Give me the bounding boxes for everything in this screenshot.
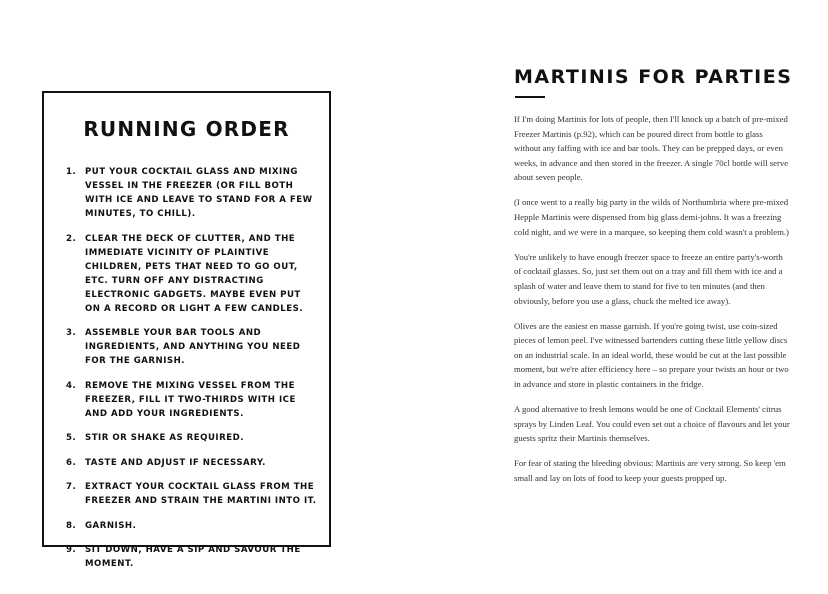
step-number: 2. <box>66 233 77 244</box>
step-number: 9. <box>66 545 77 555</box>
list-item <box>66 519 318 533</box>
step-number: 5. <box>66 433 77 443</box>
step-text: STIR OR SHAKE AS REQUIRED. <box>85 433 245 443</box>
step-number: 4. <box>66 380 77 391</box>
step-text: ASSEMBLE YOUR BAR TOOLS AND INGREDIENTS, AND ANYTHING YOU NEED FOR THE GARNISH. <box>85 328 301 366</box>
paragraph: For fear of stating the bleeding obvious: Martinis are very strong. So keep 'em small and lay on lots of food to keep your guests propped up. <box>514 458 786 483</box>
list-item <box>66 326 318 368</box>
step-text: EXTRACT YOUR COCKTAIL GLASS FROM THE FREEZER AND STRAIN THE MARTINI INTO IT. <box>85 482 317 506</box>
step-number: 1. <box>66 167 77 177</box>
step-number: 3. <box>66 328 77 338</box>
running-order-list <box>66 165 318 582</box>
list-item <box>66 543 318 571</box>
list-item <box>66 379 318 421</box>
paragraph: (I once went to a really big party in the wilds of Northumbria where pre-mixed Hepple Martinis were dispensed from big glass demi-johns. It was a freezing cold night, and we were in a marquee, so keeping them cold wasn't a problem.) <box>514 197 789 237</box>
step-text: GARNISH. <box>85 520 137 531</box>
step-text: CLEAR THE DECK OF CLUTTER, AND THE IMMEDIATE VICINITY OF PLAINTIVE CHILDREN, PETS THAT NEED TO GO OUT, ETC. TURN OFF ANY DISTRACTING ELECTRONIC GADGETS. MAYBE EVEN PUT ON A RECORD OR LIGHT A FEW CANDLES. <box>85 233 304 314</box>
list-item <box>66 232 318 316</box>
article-body <box>514 112 790 496</box>
step-text: TASTE AND ADJUST IF NECESSARY. <box>85 457 266 468</box>
paragraph: Olives are the easiest en masse garnish. If you're going twist, use coin-sized pieces of lemon peel. I've witnessed bartenders cutting these little yellow discs on an industrial scale. In an ideal world, these would be cut at the last possible moment, but we're after efficiency here – so prepare your twists an hour or two in advance and store in plastic containers in the fridge. <box>514 320 789 389</box>
running-order-title: RUNNING ORDER <box>83 117 290 141</box>
list-item <box>66 456 318 470</box>
step-number: 8. <box>66 520 77 531</box>
list-item <box>66 165 318 221</box>
step-number: 7. <box>66 482 77 492</box>
page-title: MARTINIS FOR PARTIES <box>514 66 793 88</box>
paragraph: If I'm doing Martinis for lots of people, then I'll knock up a batch of pre-mixed Freezer Martinis (p.92), which can be poured direct from bottle to glass without any faffing with ice and bar tools. They can be prepped days, or even weeks, in advance and then stored in the freezer. A single 70cl bottle will serve about seven people. <box>514 114 789 183</box>
step-text: SIT DOWN, HAVE A SIP AND SAVOUR THE MOMENT. <box>85 545 301 569</box>
title-divider <box>515 96 545 98</box>
list-item <box>66 431 318 445</box>
step-number: 6. <box>66 457 77 468</box>
paragraph: A good alternative to fresh lemons would be one of Cocktail Elements' citrus sprays by Linden Leaf. You could even set out a choice of flavours and let your guests spritz their Martinis themselves. <box>514 404 790 444</box>
paragraph: You're unlikely to have enough freezer space to freeze an entire party's-worth of cocktail glasses. So, just set them out on a tray and fill them with ice and a splash of water and leave them to stand for five to ten minutes (and then obviously, before you use a glass, chuck the melted ice away). <box>514 251 783 306</box>
running-order-box <box>42 91 331 569</box>
list-item <box>66 480 318 508</box>
step-text: REMOVE THE MIXING VESSEL FROM THE FREEZER, FILL IT TWO-THIRDS WITH ICE AND ADD YOUR INGREDIENTS. <box>85 380 296 419</box>
step-text: PUT YOUR COCKTAIL GLASS AND MIXING VESSEL IN THE FREEZER (OR FILL BOTH WITH ICE AND LEAVE TO STAND FOR A FEW MINUTES, TO CHILL). <box>85 167 313 219</box>
